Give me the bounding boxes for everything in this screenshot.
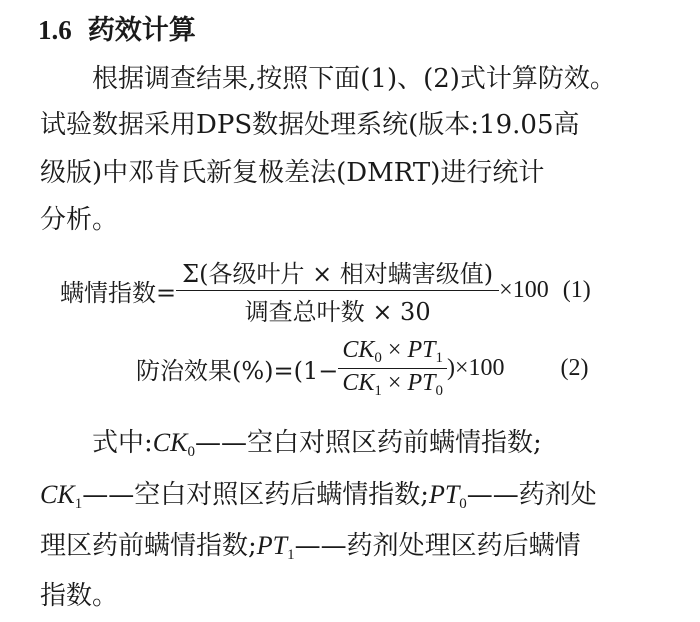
formula-1-denominator: 调查总叶数 × 30	[244, 298, 431, 326]
paragraph-line-3: 级版)中邓肯氏新复极差法(DMRT)进行统计	[40, 158, 545, 188]
formula-1-fraction	[176, 254, 499, 327]
legend-line-4: 指数。	[40, 581, 119, 611]
section-title: 药效计算	[87, 15, 196, 46]
formula-1-numerator: Σ(各级叶片 × 相对螨害级值)	[182, 260, 494, 288]
fraction-bar	[338, 368, 447, 369]
formula-2-fraction	[338, 337, 447, 400]
paragraph-line-1: 根据调查结果,按照下面(1)、(2)式计算防效。	[92, 64, 616, 94]
fraction-bar	[176, 290, 499, 291]
formula-1	[60, 254, 591, 327]
legend-line-3: 理区药前螨情指数$;PT_1——$药剂处理区药后螨情	[40, 531, 581, 563]
formula-2	[136, 337, 588, 400]
formula-2-numerator: $CK_0 \times PT_1$	[342, 337, 443, 366]
formula-2-denominator: $CK_1 \times PT_0$	[342, 370, 443, 399]
section-heading	[38, 8, 196, 47]
section-number: 1.6	[38, 15, 72, 45]
paragraph-line-4: 分析。	[40, 205, 119, 235]
formula-1-lhs: 螨情指数=	[60, 279, 177, 307]
legend-line-1: 式中$:CK_0——$空白对照区药前螨情指数;	[92, 428, 542, 460]
paragraph-line-2: 试验数据采用DPS数据处理系统(版本:19.05高	[40, 110, 580, 140]
formula-1-number: (1)	[562, 277, 591, 303]
formula-2-number: (2)	[560, 355, 589, 381]
legend-line-2: $CK_1——$空白对照区药后螨情指数$;PT_0——$药剂处	[40, 480, 597, 512]
formula-2-tail: )×100	[446, 355, 505, 381]
formula-1-tail: ×100	[499, 277, 549, 303]
formula-2-lhs: 防治效果(%)=(1−	[136, 357, 339, 385]
